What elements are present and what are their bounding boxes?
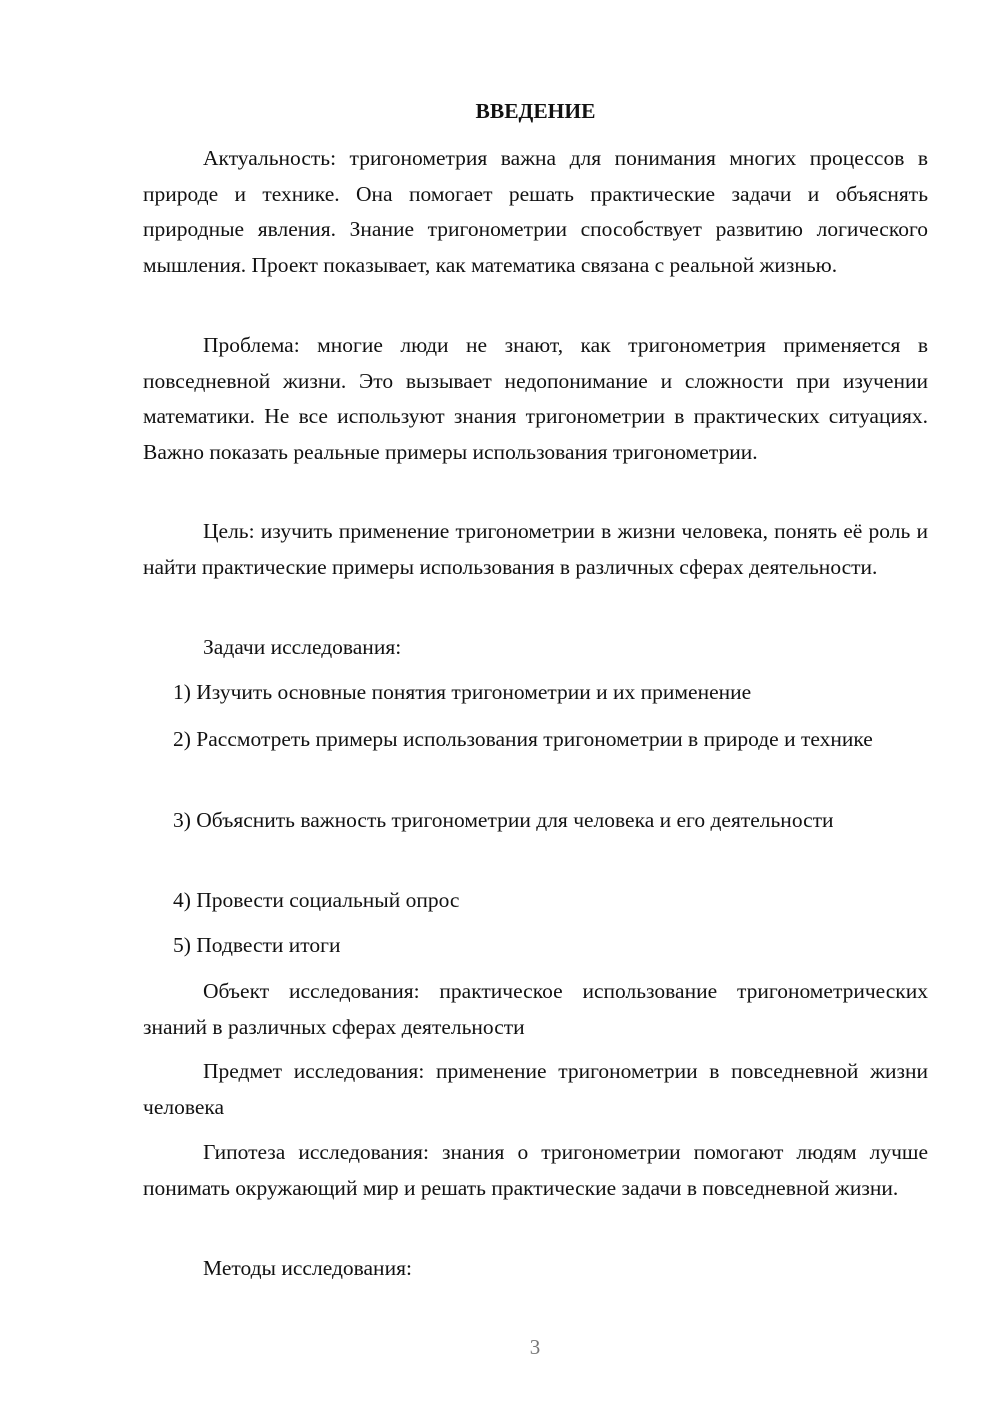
list-item-task-4: 4) Провести социальный опрос — [173, 888, 460, 912]
list-item-task-3: 3) Объяснить важность тригонометрии для человека и его деятельности — [173, 808, 834, 832]
list-item-task-5: 5) Подвести итоги — [173, 933, 341, 957]
paragraph-subject: Предмет исследования: применение тригонометрии в повседневной жизни человека — [143, 1059, 928, 1119]
methods-heading: Методы исследования: — [203, 1256, 412, 1280]
paragraph-object: Объект исследования: практическое использование тригонометрических знаний в различных сферах деятельности — [143, 979, 928, 1039]
paragraph-goal: Цель: изучить применение тригонометрии в жизни человека, понять её роль и найти практические примеры использования в различных сферах деятельности. — [143, 519, 928, 579]
paragraph-actuality: Актуальность: тригонометрия важна для понимания многих процессов в природе и технике. Она помогает решать практические задачи и объяснять природные явления. Знание тригонометрии способствует развитию логического мышления. Проект показывает, как математика связана с реальной жизнью. — [143, 146, 928, 277]
paragraph-hypothesis: Гипотеза исследования: знания о тригонометрии помогают людям лучше понимать окружающий мир и решать практические задачи в повседневной жизни. — [143, 1140, 928, 1200]
list-item-task-2: 2) Рассмотреть примеры использования тригонометрии в природе и технике — [173, 727, 873, 751]
paragraph-problem: Проблема: многие люди не знают, как тригонометрия применяется в повседневной жизни. Это вызывает недопонимание и сложности при изучении математики. Не все используют знания тригонометрии в практических ситуациях. Важно показать реальные примеры использования тригонометрии. — [143, 333, 928, 464]
list-item-task-1: 1) Изучить основные понятия тригонометрии и их применение — [173, 680, 752, 704]
tasks-heading: Задачи исследования: — [203, 635, 402, 659]
page-title: ВВЕДЕНИЕ — [475, 99, 596, 123]
page-number: 3 — [529, 1335, 541, 1359]
